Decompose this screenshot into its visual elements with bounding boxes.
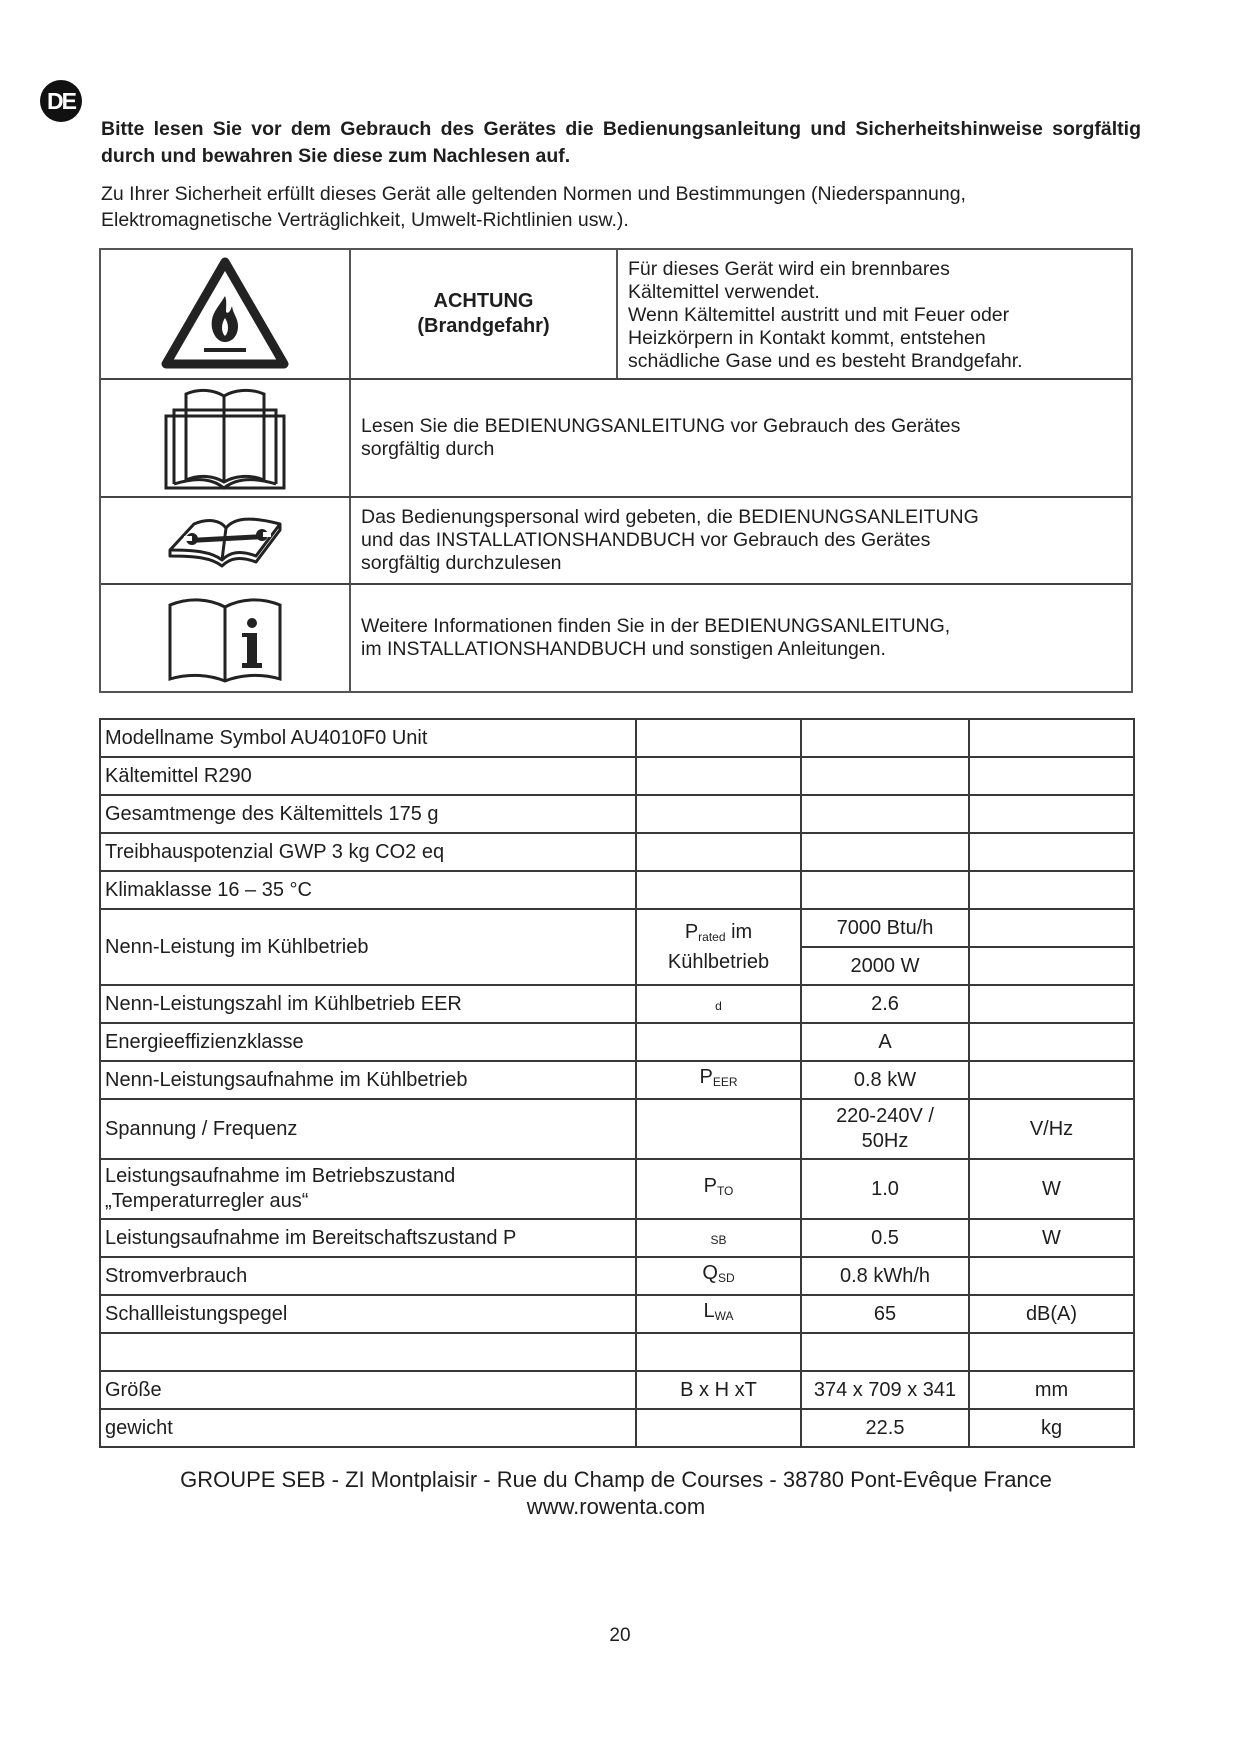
- spec-symbol: [636, 1023, 801, 1061]
- spec-value: 0.5: [801, 1219, 969, 1257]
- spec-unit: [969, 1333, 1134, 1371]
- spec-value: 2.6: [801, 985, 969, 1023]
- table-row: [100, 1099, 1134, 1159]
- value-line1: 220-240V /: [836, 1105, 934, 1127]
- spec-symbol: [636, 757, 801, 795]
- spec-unit: [969, 1257, 1134, 1295]
- spec-unit: [969, 795, 1134, 833]
- symbol-subscript: TO: [716, 1184, 734, 1198]
- table-row: [100, 1257, 1134, 1295]
- spec-unit: [969, 833, 1134, 871]
- spec-unit: W: [969, 1159, 1134, 1219]
- spec-unit: W: [969, 1219, 1134, 1257]
- symbol-main: Q: [702, 1262, 718, 1284]
- spec-symbol: [636, 1099, 801, 1159]
- symbol-main: P: [703, 1175, 717, 1197]
- spec-value: [801, 1099, 969, 1159]
- table-row: [100, 833, 1134, 871]
- info-manual-text: [351, 585, 1131, 691]
- text-line: sorgfältig durch: [361, 438, 495, 460]
- spec-value: [801, 757, 969, 795]
- spec-label: gewicht: [100, 1409, 636, 1447]
- spec-unit: [969, 1023, 1134, 1061]
- read-manual-text: [351, 380, 1131, 496]
- flammable-warning-icon: [101, 250, 351, 378]
- spec-value: [801, 1333, 969, 1371]
- spec-symbol: B x H xT: [636, 1371, 801, 1409]
- spec-label: Stromverbrauch: [100, 1257, 636, 1295]
- spec-symbol: [636, 795, 801, 833]
- table-row: [100, 1061, 1134, 1099]
- text-line: Das Bedienungspersonal wird gebeten, die BEDIENUNGSANLEITUNG: [361, 506, 979, 528]
- company-address: GROUPE SEB - ZI Montplaisir - Rue du Champ de Courses - 38780 Pont-Evêque France: [180, 1467, 1052, 1492]
- table-row: [100, 1333, 1134, 1371]
- service-manual-text: [351, 498, 1131, 583]
- spec-unit: [969, 1061, 1134, 1099]
- spec-symbol: [636, 1333, 801, 1371]
- symbol-subscript: rated: [698, 929, 726, 944]
- spec-label: Spannung / Frequenz: [100, 1099, 636, 1159]
- symbol-line2: Kühlbetrieb: [667, 950, 770, 973]
- warning-subheading: (Brandgefahr): [417, 315, 550, 337]
- table-row: [100, 1409, 1134, 1447]
- language-badge: DE: [40, 80, 82, 122]
- spec-value: 22.5: [801, 1409, 969, 1447]
- symbol-subscript: SB: [710, 1233, 727, 1247]
- spec-label: Kältemittel R290: [100, 757, 636, 795]
- spec-unit: [969, 947, 1134, 985]
- symbol-main: P: [684, 920, 699, 943]
- spec-value: [801, 795, 969, 833]
- service-manual-icon: [101, 498, 351, 583]
- spec-value: 0.8 kW: [801, 1061, 969, 1099]
- spec-symbol: [636, 1159, 801, 1219]
- spec-label: Nenn-Leistung im Kühlbetrieb: [100, 909, 636, 985]
- safety-row-fire: [101, 250, 1131, 380]
- label-line2: „Temperaturregler aus“: [105, 1190, 309, 1212]
- symbol-main: L: [703, 1300, 715, 1322]
- spec-unit: mm: [969, 1371, 1134, 1409]
- website-link[interactable]: www.rowenta.com: [526, 1494, 706, 1519]
- safety-row-info-manual: [101, 585, 1131, 691]
- spec-label: Klimaklasse 16 – 35 °C: [100, 871, 636, 909]
- spec-unit: [969, 871, 1134, 909]
- safety-row-read-manual: [101, 380, 1131, 498]
- table-row: [100, 719, 1134, 757]
- spec-label: Größe: [100, 1371, 636, 1409]
- text-line: Kältemittel verwendet.: [628, 281, 820, 303]
- table-row: [100, 1219, 1134, 1257]
- spec-unit: kg: [969, 1409, 1134, 1447]
- spec-label: Nenn-Leistungszahl im Kühlbetrieb EER: [100, 985, 636, 1023]
- footer: [99, 1466, 1133, 1520]
- spec-label: Modellname Symbol AU4010F0 Unit: [100, 719, 636, 757]
- table-row: [100, 795, 1134, 833]
- table-row: [100, 985, 1134, 1023]
- spec-symbol: [636, 909, 801, 985]
- spec-symbol: [636, 1257, 801, 1295]
- spec-symbol: [636, 1219, 801, 1257]
- spec-value: [801, 719, 969, 757]
- table-row: [100, 871, 1134, 909]
- spec-symbol: [636, 1295, 801, 1333]
- text-line: und das INSTALLATIONSHANDBUCH vor Gebrauch des Gerätes: [361, 529, 931, 551]
- symbol-suffix: im: [725, 920, 753, 943]
- table-row: [100, 757, 1134, 795]
- table-row: [100, 1295, 1134, 1333]
- table-row: [100, 909, 1134, 947]
- spec-label: Treibhauspotenzial GWP 3 kg CO2 eq: [100, 833, 636, 871]
- fire-warning-text: [618, 250, 1131, 378]
- spec-unit: dB(A): [969, 1295, 1134, 1333]
- spec-label: Schallleistungspegel: [100, 1295, 636, 1333]
- text-line: im INSTALLATIONSHANDBUCH und sonstigen Anleitungen.: [361, 638, 886, 660]
- spec-unit: [969, 909, 1134, 947]
- fire-warning-title: [351, 250, 618, 378]
- spec-unit: [969, 719, 1134, 757]
- spec-label: [100, 1333, 636, 1371]
- safety-row-service-manual: [101, 498, 1131, 585]
- spec-value: 374 x 709 x 341: [801, 1371, 969, 1409]
- intro-warning-text: Bitte lesen Sie vor dem Gebrauch des Gerätes die Bedienungsanleitung und Sicherheitshinweise sorgfältig durch und bewahren Sie diese zum Nachlesen auf.: [101, 118, 1141, 167]
- intro-compliance-text: Zu Ihrer Sicherheit erfüllt dieses Gerät alle geltenden Normen und Bestimmungen (Niederspannung, Elektromagnetische Verträglichkeit, Umwelt-Richtlinien usw.).: [101, 183, 966, 231]
- table-row: [100, 1159, 1134, 1219]
- text-line: schädliche Gase und es besteht Brandgefahr.: [628, 350, 1023, 372]
- table-row: [100, 1371, 1134, 1409]
- spec-symbol: [636, 1409, 801, 1447]
- text-line: Weitere Informationen finden Sie in der BEDIENUNGSANLEITUNG,: [361, 615, 951, 637]
- text-line: Wenn Kältemittel austritt und mit Feuer oder: [628, 304, 1010, 326]
- spec-value: 65: [801, 1295, 969, 1333]
- spec-unit: [969, 985, 1134, 1023]
- symbol-subscript: d: [715, 999, 722, 1013]
- spec-label: Nenn-Leistungsaufnahme im Kühlbetrieb: [100, 1061, 636, 1099]
- spec-value: [801, 833, 969, 871]
- spec-value: 1.0: [801, 1159, 969, 1219]
- spec-symbol: [636, 833, 801, 871]
- label-line1: Leistungsaufnahme im Betriebszustand: [105, 1165, 456, 1187]
- spec-value: 0.8 kWh/h: [801, 1257, 969, 1295]
- spec-value: 2000 W: [801, 947, 969, 985]
- page-number: 20: [609, 1625, 631, 1646]
- spec-unit: V/Hz: [969, 1099, 1134, 1159]
- symbol-subscript: WA: [714, 1309, 734, 1323]
- spec-symbol: [636, 1061, 801, 1099]
- symbol-main: P: [699, 1066, 713, 1088]
- spec-symbol: [636, 985, 801, 1023]
- text-line: Heizkörpern in Kontakt kommt, entstehen: [628, 327, 986, 349]
- info-manual-icon: [101, 585, 351, 691]
- spec-value: [801, 871, 969, 909]
- read-manual-icon: [101, 380, 351, 496]
- safety-symbols-table: [99, 248, 1133, 693]
- text-line: sorgfältig durchzulesen: [361, 552, 562, 574]
- table-row: [100, 1023, 1134, 1061]
- symbol-subscript: EER: [712, 1075, 738, 1089]
- spec-value: 7000 Btu/h: [801, 909, 969, 947]
- warning-heading: ACHTUNG: [433, 290, 534, 312]
- spec-symbol: [636, 871, 801, 909]
- spec-label: Energieeffizienzklasse: [100, 1023, 636, 1061]
- spec-unit: [969, 757, 1134, 795]
- spec-label: [100, 1159, 636, 1219]
- symbol-subscript: SD: [717, 1271, 735, 1285]
- text-line: Lesen Sie die BEDIENUNGSANLEITUNG vor Gebrauch des Gerätes: [361, 415, 961, 437]
- value-line2: 50Hz: [861, 1130, 909, 1152]
- spec-symbol: [636, 719, 801, 757]
- spec-label: Leistungsaufnahme im Bereitschaftszustand P: [100, 1219, 636, 1257]
- text-line: Für dieses Gerät wird ein brennbares: [628, 258, 950, 280]
- spec-label: Gesamtmenge des Kältemittels 175 g: [100, 795, 636, 833]
- specifications-table: [99, 718, 1135, 1448]
- spec-value: A: [801, 1023, 969, 1061]
